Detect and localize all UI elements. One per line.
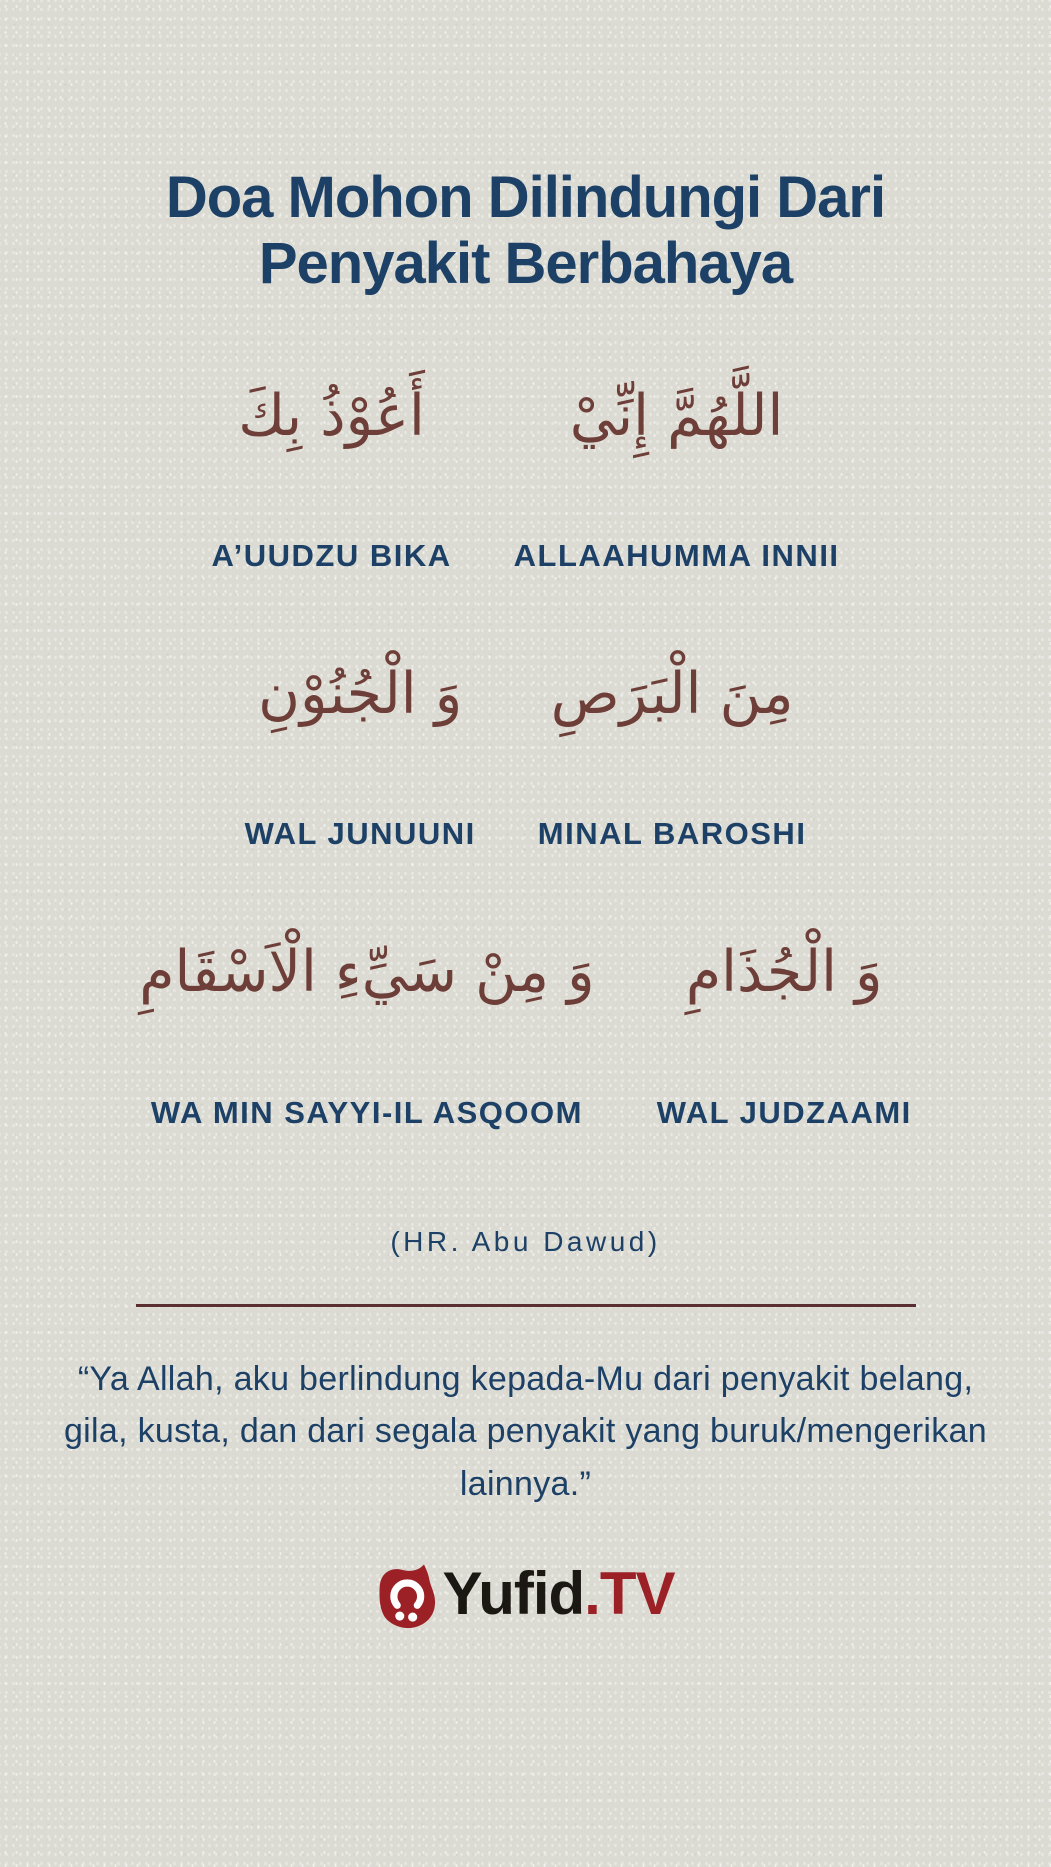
- arabic-text: وَ الْجُنُوْنِ: [258, 661, 463, 728]
- verse-3-right-column: [657, 898, 912, 1130]
- arabic-text: أَعُوْذُ بِكَ: [238, 383, 425, 450]
- page-title: [166, 165, 885, 296]
- latin-transliteration: WAL JUNUUNI: [244, 816, 476, 852]
- verse-row-2: [245, 620, 807, 852]
- latin-transliteration: WAL JUDZAAMI: [656, 1094, 912, 1130]
- logo-wordmark: [442, 1559, 675, 1630]
- latin-transliteration: A’UUDZU BIKA: [211, 538, 452, 574]
- latin-transliteration: MINAL BAROSHI: [537, 816, 807, 852]
- title-line-1: Doa Mohon Dilindungi Dari: [165, 165, 886, 230]
- title-line-2: Penyakit Berbahaya: [258, 230, 793, 296]
- verse-1-right-column: [514, 342, 840, 574]
- verse-row-1: [211, 342, 839, 574]
- verse-3-left-column: [139, 898, 594, 1130]
- arabic-text: اللَّهُمَّ إِنِّيْ: [569, 383, 784, 450]
- verse-row-3: [139, 898, 912, 1130]
- verse-2-right-column: [538, 620, 807, 852]
- yufid-logo-icon: [376, 1563, 438, 1631]
- logo-suffix-text: .TV: [584, 1559, 675, 1627]
- arabic-text: وَ الْجُذَامِ: [685, 939, 883, 1006]
- latin-transliteration: ALLAAHUMMA INNII: [513, 538, 840, 574]
- latin-transliteration: WA MIN SAYYI-IL ASQOOM: [150, 1094, 583, 1130]
- logo-brand-text: Yufid: [442, 1559, 585, 1627]
- hadith-source: (HR. Abu Dawud): [390, 1225, 661, 1257]
- verse-2-left-column: [245, 620, 476, 852]
- yufid-tv-logo: [376, 1559, 675, 1631]
- divider-line: [136, 1304, 916, 1307]
- verse-1-left-column: [211, 342, 451, 574]
- arabic-text: وَ مِنْ سَيِّءِ الْاَسْقَامِ: [139, 939, 595, 1006]
- arabic-text: مِنَ الْبَرَصِ: [550, 661, 794, 728]
- translation-text: “Ya Allah, aku berlindung kepada-Mu dari penyakit belang, gila, kusta, dan dari segala penyakit yang buruk/mengerikan lainnya.”: [63, 1359, 988, 1503]
